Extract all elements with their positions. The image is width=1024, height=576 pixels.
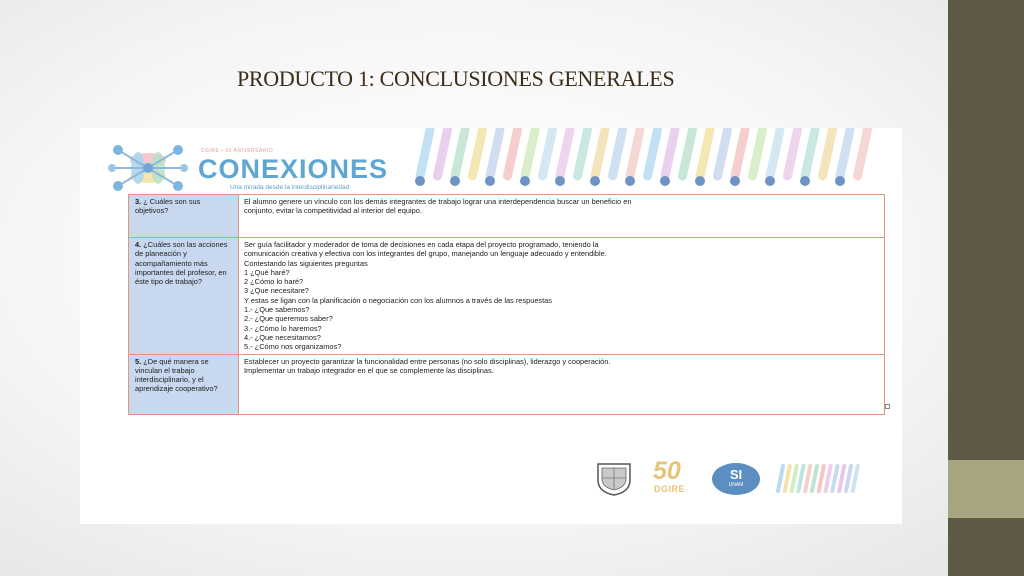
si-unam-badge — [712, 463, 760, 495]
question-cell — [129, 238, 239, 355]
decorative-stripe — [823, 130, 833, 176]
decorative-stripe — [438, 130, 448, 176]
answer-line: 4.- ¿Que necesitamos? — [244, 332, 321, 342]
content-image-panel — [80, 128, 902, 524]
question-number: 4. — [135, 240, 142, 249]
mini-stripe — [826, 466, 831, 491]
decorative-stripe — [840, 130, 850, 176]
question-number: 5. — [135, 356, 142, 366]
decorative-stripe — [700, 130, 710, 176]
decorative-stripe — [753, 130, 763, 176]
questions-table — [128, 194, 885, 415]
question-cell — [129, 354, 239, 414]
conexiones-logo — [108, 140, 408, 196]
question-text: ¿ Cuáles son sus objetivos? — [135, 197, 201, 216]
answer-line: Establecer un proyecto garantizar la funcionalidad entre personas (no solo disciplinas), liderazgo y cooperación. — [244, 356, 611, 366]
mini-stripe — [778, 466, 783, 491]
answer-line: 2 ¿Cómo lo haré? — [244, 277, 304, 287]
answer-line: 1 ¿Qué haré? — [244, 267, 290, 277]
decorative-stripe — [858, 130, 868, 176]
table-row — [129, 354, 885, 414]
question-cell — [129, 195, 239, 238]
decorative-stripe — [665, 130, 675, 176]
dgire-50-logo — [647, 457, 703, 497]
unam-seal-icon — [592, 462, 636, 496]
decorative-stripe — [630, 130, 640, 176]
answer-line: 2.- ¿Que queremos saber? — [244, 314, 333, 324]
mini-stripe — [839, 466, 844, 491]
decorative-stripe — [525, 130, 535, 176]
table-row — [129, 238, 885, 355]
si-text: SI — [729, 467, 743, 482]
dgire-number: 50 — [653, 457, 681, 485]
answer-line: Y estas se ligan con la planificación o negociación con los alumnos a través de las respuestas — [244, 295, 552, 305]
mini-stripe — [785, 466, 790, 491]
resize-handle[interactable] — [885, 404, 890, 409]
decorative-stripe — [595, 130, 605, 176]
decorative-dot — [695, 176, 705, 186]
decorative-dot — [555, 176, 565, 186]
answer-line: El alumno genere un vínculo con los demás integrantes de trabajo lograr una interdependencia buscar un beneficio en — [244, 197, 632, 206]
decorative-dot — [485, 176, 495, 186]
answer-line: 5.- ¿Cómo nos organizamos? — [244, 342, 342, 352]
decorative-dot — [660, 176, 670, 186]
decorative-dot — [765, 176, 775, 186]
decorative-dot — [800, 176, 810, 186]
logo-tagline: Una mirada desde la interdisciplinariedad — [230, 184, 350, 191]
answer-line: 1.- ¿Que sabemos? — [244, 305, 310, 315]
decorative-stripe — [683, 130, 693, 176]
mini-stripe — [812, 466, 817, 491]
answer-line: comunicación creativa y efectiva con los integrantes del grupo, manejando un lenguaje adecuado y entendible. — [244, 249, 607, 259]
decorative-dot — [415, 176, 425, 186]
answer-line: 3 ¿Que necesitare? — [244, 286, 309, 296]
question-number: 3. — [135, 197, 142, 206]
answer-line: Implementar un trabajo integrador en el que se complemente las disciplinas. — [244, 365, 494, 375]
slide-title: PRODUCTO 1: CONCLUSIONES GENERALES — [237, 66, 675, 91]
decorative-stripe — [560, 130, 570, 176]
answer-line: Ser guía facilitador y moderador de toma de decisiones en cada etapa del proyecto programado, teniendo la — [244, 240, 599, 249]
decorative-dot — [835, 176, 845, 186]
answer-cell — [239, 195, 885, 238]
mini-stripes-icon — [774, 464, 860, 494]
decorative-dot — [450, 176, 460, 186]
question-text: ¿De qué manera se vinculan el trabajo interdisciplinario, y el aprendizaje cooperativo? — [135, 356, 218, 394]
answer-line: Contestando las siguientes preguntas — [244, 258, 368, 268]
decorative-stripe — [473, 130, 483, 176]
decorative-stripe — [508, 130, 518, 176]
decorative-stripe — [490, 130, 500, 176]
decorative-stripes — [412, 128, 882, 190]
answer-line: 3.- ¿Cómo lo haremos? — [244, 323, 322, 333]
decorative-stripe — [613, 130, 623, 176]
mini-stripe — [805, 466, 810, 491]
table-row — [129, 195, 885, 238]
decorative-dot — [520, 176, 530, 186]
dgire-text: DGIRE — [654, 484, 686, 494]
decorative-stripe — [420, 130, 430, 176]
mini-stripe — [798, 466, 803, 491]
mini-stripe — [853, 466, 858, 491]
logo-wordmark: CONEXIONES — [198, 154, 389, 184]
decorative-dot — [730, 176, 740, 186]
decorative-stripe — [770, 130, 780, 176]
conexiones-network-icon — [108, 140, 196, 196]
decorative-stripe — [805, 130, 815, 176]
logo-small-text: DGIRE • 50 ANIVERSARIO — [201, 148, 274, 154]
decorative-stripe — [578, 130, 588, 176]
decorative-dot — [590, 176, 600, 186]
decorative-stripe — [455, 130, 465, 176]
decorative-stripe — [543, 130, 553, 176]
mini-stripe — [846, 466, 851, 491]
footer-logos — [592, 457, 884, 496]
question-text: ¿Cuáles son las acciones de planeación y acompañamiento más importantes del profesor, en éste tipo de trabajo? — [135, 240, 228, 287]
decorative-stripe — [718, 130, 728, 176]
decorative-stripe — [788, 130, 798, 176]
mini-stripe — [819, 466, 824, 491]
answer-cell — [239, 238, 885, 355]
answer-cell — [239, 354, 885, 414]
si-sub-text: UNAM — [728, 482, 744, 488]
decorative-stripe — [648, 130, 658, 176]
side-decoration-accent — [948, 460, 1024, 518]
answer-line: conjunto, evitar la competitividad al interior del equipo. — [244, 206, 422, 216]
mini-stripe — [792, 466, 797, 491]
decorative-dot — [625, 176, 635, 186]
decorative-stripe — [735, 130, 745, 176]
mini-stripe — [832, 466, 837, 491]
